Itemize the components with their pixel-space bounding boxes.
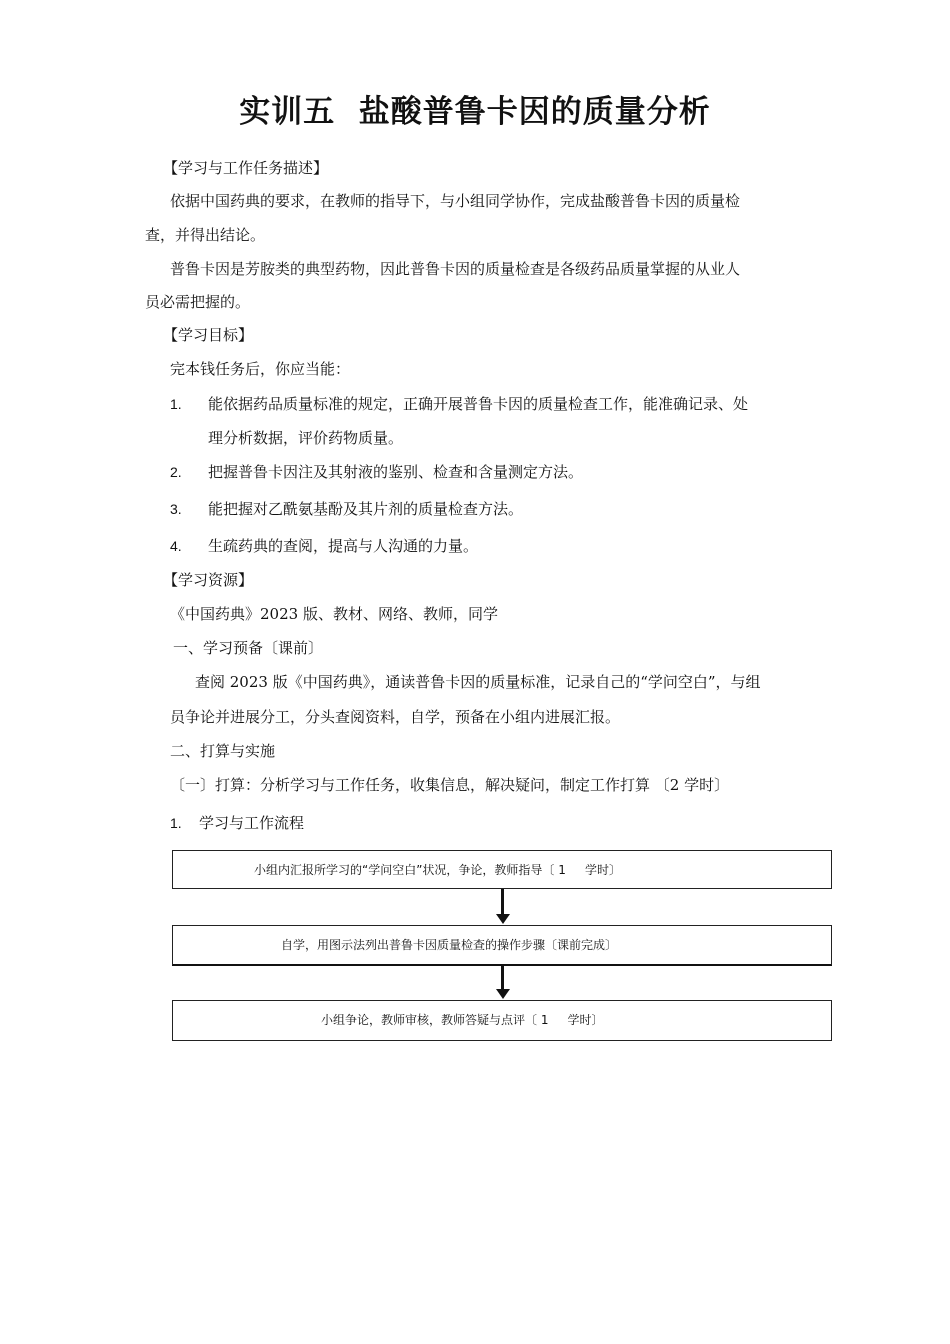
prep-line-1: 查阅 2023 版《中国药典》，通读普鲁卡因的质量标准，记录自己的“学问空白”，与组 (195, 673, 761, 691)
flow-step-2 (172, 925, 832, 966)
task-paragraph-1-line-2: 查，并得出结论。 (145, 226, 266, 244)
flow-step-3-text: 小组争论，教师审核，教师答疑与点评〔 1 学时〕 (321, 1013, 604, 1027)
goal-item-3-number: 3. (170, 501, 182, 517)
goal-item-4-number: 4. (170, 538, 182, 554)
goal-item-2-text: 把握普鲁卡因注及其射液的鉴别、检查和含量测定方法。 (208, 463, 584, 481)
goal-item-1-line-1: 能依据药品质量标准的规定，正确开展普鲁卡因的质量检查工作，能准确记录、处 (208, 395, 749, 413)
flow-section-label: 学习与工作流程 (199, 814, 305, 832)
plan-subheading: 〔一〕打算：分析学习与工作任务，收集信息，解决疑问，制定工作打算 〔2 学时〕 (170, 776, 730, 794)
goal-item-3-text: 能把握对乙酰氨基酚及其片剂的质量检查方法。 (208, 500, 524, 518)
resources-heading: 【学习资源】 (163, 571, 254, 589)
task-paragraph-2-line-2: 员必需把握的。 (145, 293, 251, 311)
flow-arrow-2 (496, 966, 510, 1000)
task-paragraph-2-line-1: 普鲁卡因是芳胺类的典型药物，因此普鲁卡因的质量检查是各级药品质量掌握的从业人 (170, 260, 741, 278)
task-paragraph-1-line-1: 依据中国药典的要求，在教师的指导下，与小组同学协作，完成盐酸普鲁卡因的质量检 (170, 192, 741, 210)
prep-line-2: 员争论并进展分工，分头查阅资料，自学，预备在小组内进展汇报。 (170, 708, 621, 726)
page-title: 实训五 盐酸普鲁卡因的质量分析 (239, 94, 711, 130)
goal-item-4-text: 生疏药典的查阅，提高与人沟通的力量。 (208, 537, 479, 555)
goals-heading: 【学习目标】 (163, 326, 254, 344)
flow-step-3 (172, 1000, 832, 1041)
goal-item-2-number: 2. (170, 464, 182, 480)
flow-section-number: 1. (170, 815, 182, 831)
flow-step-2-text: 自学，用图示法列出普鲁卡因质量检查的操作步骤〔课前完成〕 (281, 938, 618, 952)
task-heading: 【学习与工作任务描述】 (163, 159, 329, 177)
flow-arrow-1 (496, 889, 510, 925)
goal-item-1-number: 1. (170, 396, 182, 412)
goal-item-1-line-2: 理分析数据，评价药物质量。 (208, 429, 404, 447)
plan-heading: 二、打算与实施 (170, 742, 276, 760)
prep-heading: 一、学习预备〔课前〕 (173, 639, 324, 657)
resources-text: 《中国药典》2023 版、教材、网络、教师，同学 (170, 605, 498, 623)
flow-step-1 (172, 850, 832, 889)
flow-step-1-text: 小组内汇报所学习的“学问空白”状况，争论，教师指导〔 1 学时〕 (254, 863, 621, 877)
goals-intro: 完本钱任务后，你应当能： (170, 360, 351, 378)
